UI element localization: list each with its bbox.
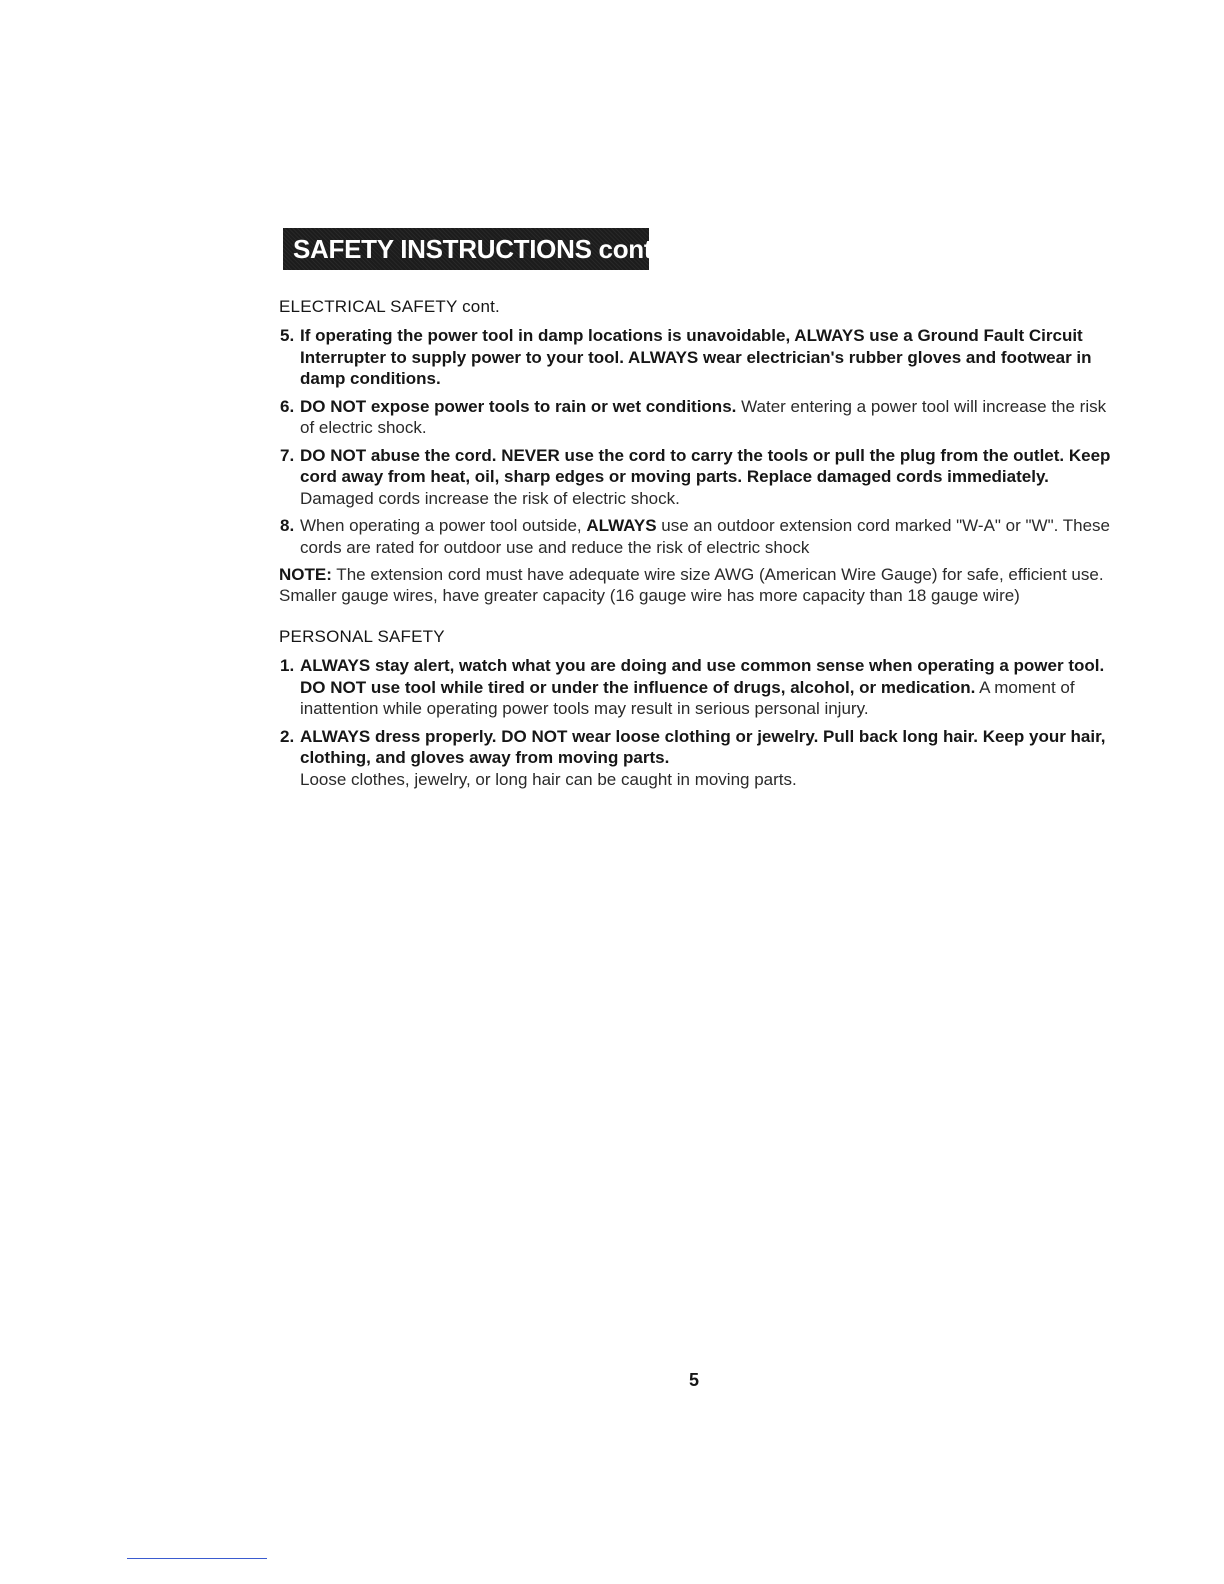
note-label: NOTE:: [279, 565, 332, 584]
item-number: 7.: [280, 445, 295, 465]
item-bold-text: ALWAYS: [586, 516, 657, 535]
list-item-7: [279, 445, 1119, 510]
item-normal-text: Damaged cords increase the risk of electric shock.: [300, 488, 680, 508]
list-item-2: [279, 726, 1119, 791]
list-item-1: [279, 655, 1119, 720]
item-number: 1.: [280, 656, 295, 675]
item-bold-text: ALWAYS dress properly. DO NOT wear loose clothing or jewelry. Pull back long hair. Keep your hair, clothing, and gloves away from moving parts.: [300, 726, 1106, 767]
item-normal-text: Loose clothes, jewelry, or long hair can be caught in moving parts.: [300, 769, 797, 789]
extension-cord-note: [279, 564, 1119, 606]
list-item-6: [279, 396, 1119, 439]
item-number: 8.: [280, 516, 295, 535]
item-normal-text: A moment of inattention while operating power tools may result in serious personal injury.: [300, 677, 1075, 718]
item-bold-text: DO NOT expose power tools to rain or wet conditions.: [300, 396, 737, 416]
item-number: 6.: [280, 396, 295, 416]
item-bold-text: DO NOT abuse the cord. NEVER use the cord to carry the tools or pull the plug from the outlet. Keep cord away from heat, oil, sharp edges or moving parts. Replace damaged cords immediately.: [300, 445, 1111, 486]
item-number: 5.: [280, 326, 295, 345]
note-text: The extension cord must have adequate wire size AWG (American Wire Gauge) for safe, efficient use. Smaller gauge wires, have greater capacity (16 gauge wire has more capacity than 18 gauge wire): [279, 565, 1104, 605]
electrical-safety-heading: ELECTRICAL SAFETY cont.: [279, 297, 500, 316]
page-number: 5: [689, 1370, 700, 1390]
item-bold-text: ALWAYS stay alert, watch what you are doing and use common sense when operating a power tool. DO NOT use tool while tired or under the influence of drugs, alcohol, or medication.: [300, 656, 1105, 697]
item-number: 2.: [280, 726, 295, 746]
item-normal-text: Water entering a power tool will increase the risk of electric shock.: [300, 396, 1107, 437]
list-item-8: [279, 515, 1119, 558]
personal-safety-heading: PERSONAL SAFETY: [279, 627, 445, 646]
footer-divider: [127, 1558, 267, 1559]
item-normal-text: When operating a power tool outside,: [300, 516, 587, 535]
document-body: [279, 296, 1119, 796]
list-item-5: [279, 325, 1119, 390]
section-banner: SAFETY INSTRUCTIONS cont.: [283, 228, 649, 270]
item-normal-text: use an outdoor extension cord marked "W-A" or "W". These cords are rated for outdoor use and reduce the risk of electric shock: [300, 516, 1111, 557]
item-bold-text: If operating the power tool in damp locations is unavoidable, ALWAYS use a Ground Fault Circuit Interrupter to supply power to your tool. ALWAYS wear electrician's rubber gloves and footwear in damp conditions.: [300, 326, 1092, 388]
